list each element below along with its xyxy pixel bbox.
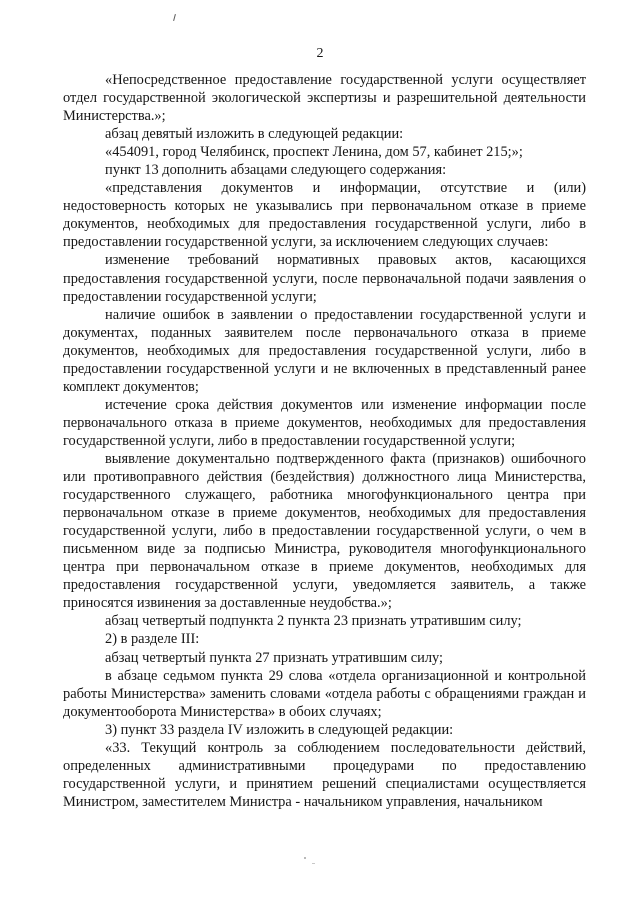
paragraph-item-23-repeal: абзац четвертый подпункта 2 пункта 23 признать утратившим силу; <box>105 613 522 630</box>
scan-mark <box>312 863 315 864</box>
page-number: 2 <box>316 46 324 61</box>
document-body <box>63 71 586 811</box>
paragraph-misconduct-detection: выявление документально подтвержденного факта (признаков) ошибочного или противоправного действия (бездействия) должностного лица Министерства, государственного служащего, работника многофункционального центра при первоначальном отказе в приеме документов, необходимых для предоставления государственной услуги, либо в предоставлении государственной услуги, о чем в письменном виде за подписью Министра, руководителя многофункционального центра при первоначальном отказе в приеме документов, необходимых для предоставления государственной услуги, уведомляется заявитель, а также приносятся извинения за доставленные неудобства.»; <box>63 450 586 612</box>
paragraph-ninth-paragraph-amend: абзац девятый изложить в следующей редакции: <box>105 126 404 143</box>
paragraph-item-27-repeal: абзац четвертый пункта 27 признать утратившим силу; <box>105 649 444 666</box>
paragraph-application-errors: наличие ошибок в заявлении о предоставлении государственной услуги и документах, поданных заявителем после первоначального отказа в приеме документов, необходимых для предоставления государственной услуги, либо в предоставлении государственной услуги и не включенных в представленный ранее комплект документов; <box>63 306 586 395</box>
paragraph-document-expiry: истечение срока действия документов или изменение информации после первоначального отказа в приеме документов, необходимых для предоставления государственной услуги, либо в предоставлении государственной услуги; <box>63 396 586 449</box>
paragraph-item-13-supplement: пункт 13 дополнить абзацами следующего содержания: <box>105 162 447 179</box>
paragraph-requirements-change: изменение требований нормативных правовых актов, касающихся предоставления государственной услуги, после первоначальной подачи заявления о предоставлении государственной услуги; <box>63 252 586 305</box>
paragraph-item-33-amend: 3) пункт 33 раздела IV изложить в следующей редакции: <box>105 721 454 738</box>
paragraph-quote-service-provider: «Непосредственное предоставление государственной услуги осуществляет отдел государственной экологической экспертизы и разрешительной деятельности Министерства.»; <box>63 72 586 125</box>
paragraph-item-33-text: «33. Текущий контроль за соблюдением последовательности действий, определенных административными процедурами по предоставлению государственной услуги, и принятием решений специалистами осуществляется Министром, заместителем Министра - начальником управления, начальником <box>63 739 586 810</box>
scan-mark <box>173 14 176 21</box>
paragraph-item-29-replace: в абзаце седьмом пункта 29 слова «отдела организационной и контрольной работы Министерства» заменить словами «отдела работы с обращениями граждан и документооборота Министерства» в обоих случаях; <box>63 667 586 720</box>
paragraph-section-iii: 2) в разделе III: <box>105 631 200 648</box>
paragraph-address: «454091, город Челябинск, проспект Ленина, дом 57, кабинет 215;»; <box>105 144 523 161</box>
paragraph-documents-presentation: «представления документов и информации, отсутствие и (или) недостоверность которых не указывались при первоначальном отказе в приеме документов, необходимых для предоставления государственной услуги, либо в предоставлении государственной услуги, за исключением следующих случаев: <box>63 180 586 251</box>
scan-mark <box>304 857 306 859</box>
